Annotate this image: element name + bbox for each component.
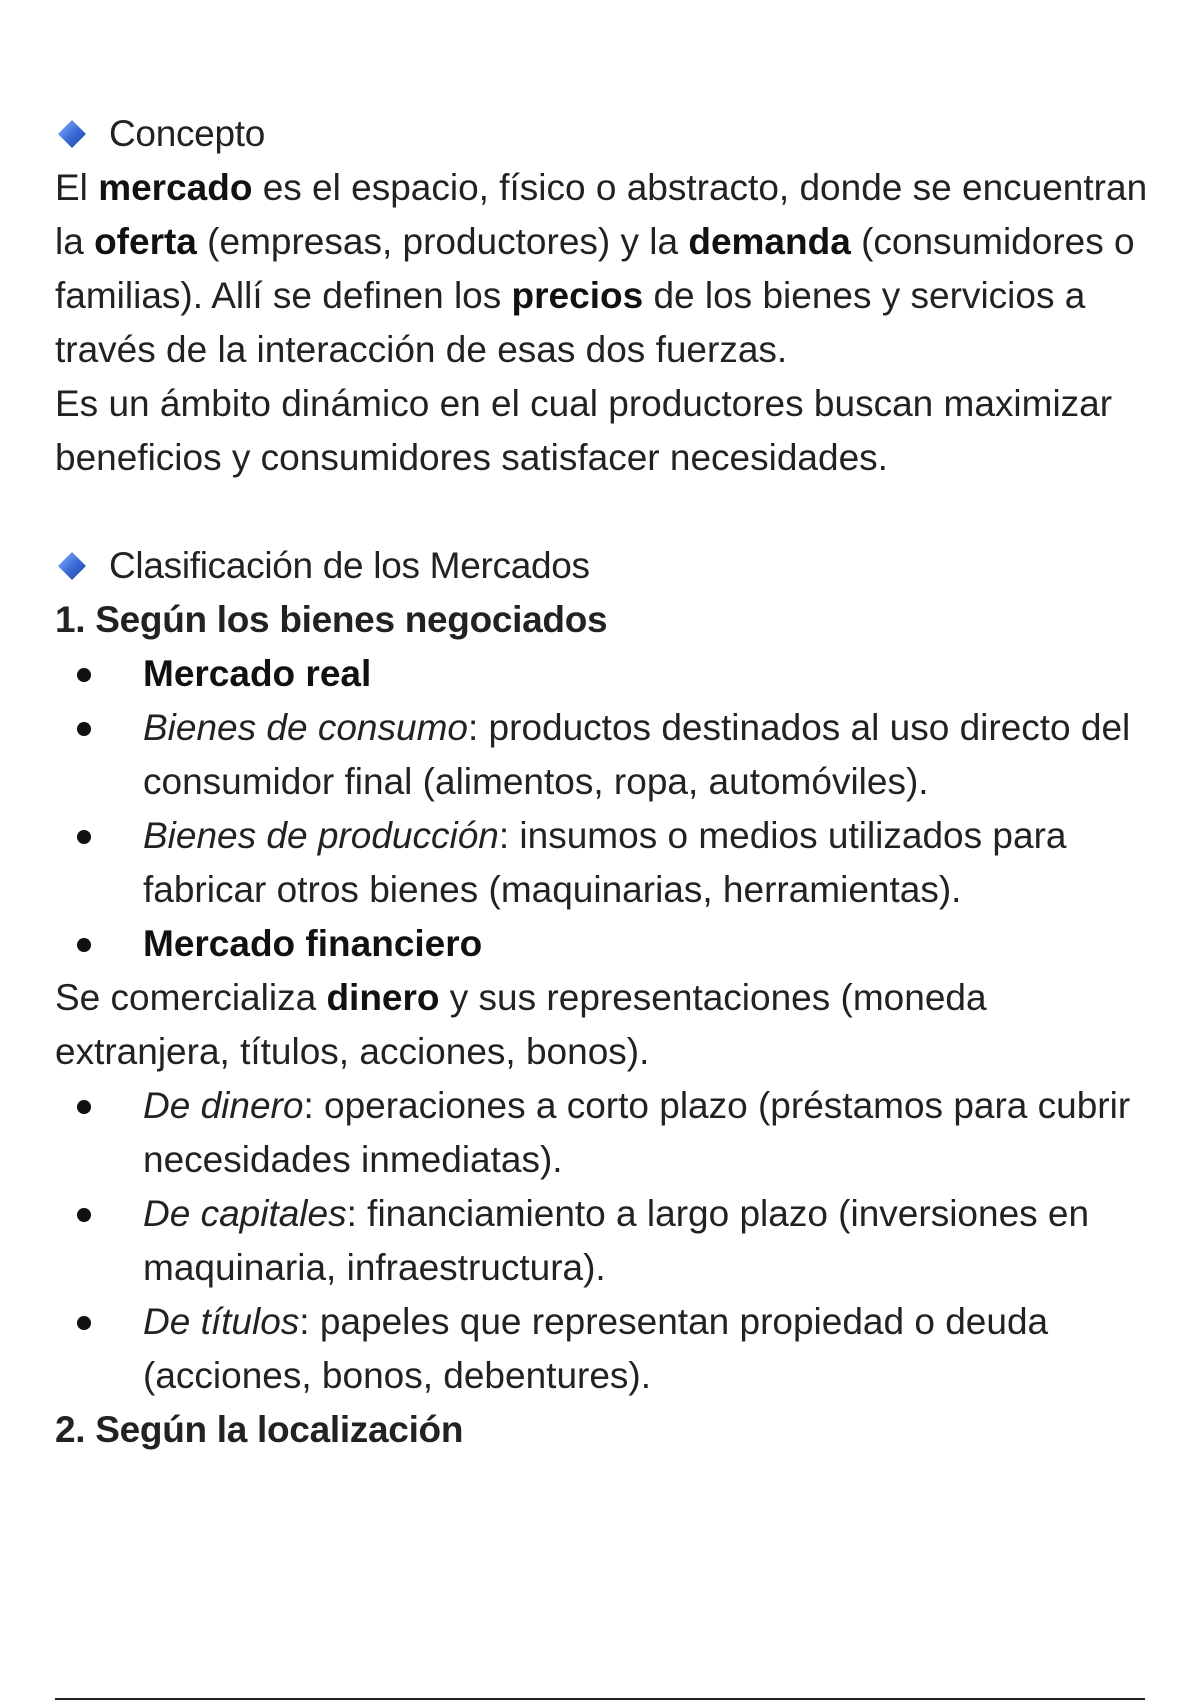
bullet-icon <box>77 722 91 736</box>
text-run: (empresas, productores) y la <box>196 221 689 262</box>
bullet-icon <box>77 1316 91 1330</box>
list-item <box>55 917 1155 971</box>
clasificacion-heading <box>55 539 1155 593</box>
text-run: (consumidores o familias). Allí se definen los <box>55 221 1135 316</box>
list-item <box>55 701 1155 809</box>
bold-term-mercado: mercado <box>98 167 253 208</box>
text-run: es el espacio, físico o abstracto, donde se encuentran la <box>55 167 1148 262</box>
list-item <box>55 1295 1155 1403</box>
list-item <box>55 1187 1155 1295</box>
mercado-financiero-label: Mercado financiero <box>143 923 483 964</box>
subheading-bienes-negociados: 1. Según los bienes negociados <box>55 599 608 640</box>
text-run: y sus representaciones (moneda extranjera, títulos, acciones, bonos). <box>55 977 987 1072</box>
item-text: : operaciones a corto plazo (préstamos para cubrir necesidades inmediatas). <box>143 1085 1131 1180</box>
bullet-icon <box>77 1100 91 1114</box>
concepto-heading <box>55 107 1155 161</box>
item-term: De títulos <box>143 1301 300 1342</box>
list-item <box>55 1079 1155 1187</box>
bold-term-dinero: dinero <box>326 977 440 1018</box>
text-run: El <box>55 167 99 208</box>
item-text: : papeles que representan propiedad o deuda (acciones, bonos, debentures). <box>143 1301 1049 1396</box>
concepto-paragraph-1 <box>55 161 1155 377</box>
bullet-icon <box>77 830 91 844</box>
bullet-icon <box>77 938 91 952</box>
item-term: De capitales <box>143 1193 347 1234</box>
document-page <box>55 107 1155 1457</box>
item-text: : financiamiento a largo plazo (inversiones en maquinaria, infraestructura). <box>143 1193 1090 1288</box>
bullet-list-real <box>55 647 1155 971</box>
bold-term-precios: precios <box>511 275 644 316</box>
spacer <box>55 485 1155 539</box>
item-term: De dinero <box>143 1085 304 1126</box>
bullet-list-financiero <box>55 1079 1155 1403</box>
item-text: : productos destinados al uso directo del consumidor final (alimentos, ropa, automóviles). <box>143 707 1131 802</box>
clasificacion-heading-text: Clasificación de los Mercados <box>109 545 590 586</box>
blue-diamond-icon <box>55 117 89 151</box>
concepto-heading-text: Concepto <box>109 113 265 154</box>
item-term: Bienes de producción <box>143 815 499 856</box>
item-term: Bienes de consumo <box>143 707 468 748</box>
financiero-description <box>55 971 1155 1079</box>
bullet-icon <box>77 668 91 682</box>
concepto-paragraph-2: Es un ámbito dinámico en el cual productores buscan maximizar beneficios y consumidores satisfacer necesidades. <box>55 383 1113 478</box>
bold-term-demanda: demanda <box>688 221 851 262</box>
subheading-localizacion: 2. Según la localización <box>55 1409 464 1450</box>
bold-term-oferta: oferta <box>94 221 197 262</box>
list-item <box>55 647 1155 701</box>
mercado-real-label: Mercado real <box>143 653 372 694</box>
item-text: : insumos o medios utilizados para fabricar otros bienes (maquinarias, herramientas). <box>143 815 1067 910</box>
text-run: Se comercializa <box>55 977 327 1018</box>
list-item <box>55 809 1155 917</box>
text-run: de los bienes y servicios a través de la interacción de esas dos fuerzas. <box>55 275 1086 370</box>
bullet-icon <box>77 1208 91 1222</box>
blue-diamond-icon <box>55 549 89 583</box>
